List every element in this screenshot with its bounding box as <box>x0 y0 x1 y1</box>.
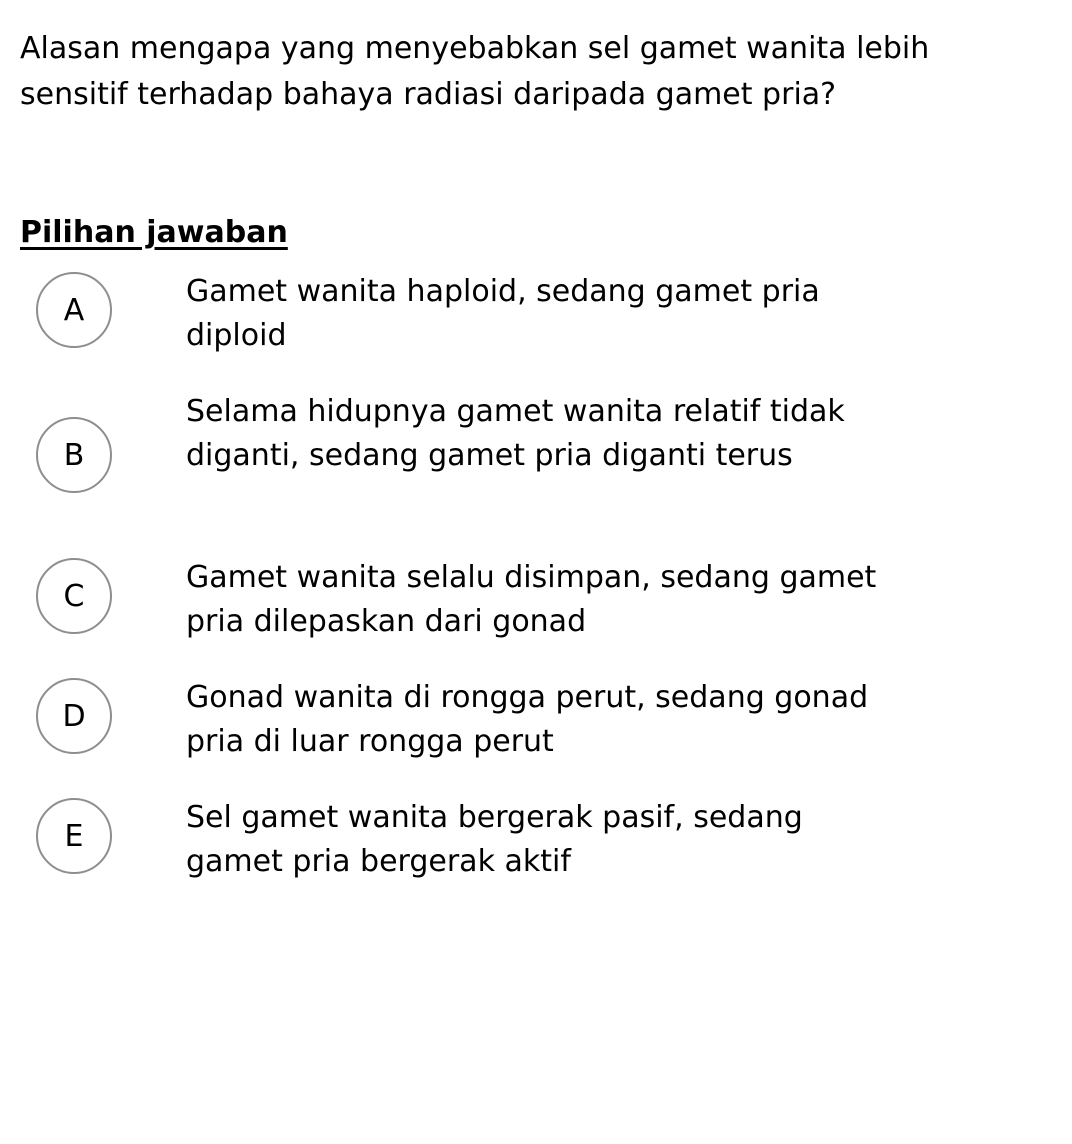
option-c-radio[interactable]: C <box>36 558 112 634</box>
question-text: Alasan mengapa yang menyebabkan sel gamet wanita lebih sensitif terhadap bahaya radiasi daripada gamet pria? <box>20 31 930 112</box>
option-b-radio[interactable]: B <box>36 417 112 493</box>
option-e-radio[interactable]: E <box>36 798 112 874</box>
answer-options-heading: Pilihan jawaban <box>20 215 288 250</box>
option-d-radio[interactable]: D <box>36 678 112 754</box>
option-a-radio[interactable]: A <box>36 272 112 348</box>
option-b-text[interactable]: Selama hidupnya gamet wanita relatif tidak diganti, sedang gamet pria diganti terus <box>186 394 845 473</box>
option-d-text[interactable]: Gonad wanita di rongga perut, sedang gonad pria di luar rongga perut <box>186 680 869 759</box>
option-a-text[interactable]: Gamet wanita haploid, sedang gamet pria diploid <box>186 274 820 353</box>
option-c-text[interactable]: Gamet wanita selalu disimpan, sedang gamet pria dilepaskan dari gonad <box>186 560 877 639</box>
option-e-text[interactable]: Sel gamet wanita bergerak pasif, sedang gamet pria bergerak aktif <box>186 800 803 879</box>
